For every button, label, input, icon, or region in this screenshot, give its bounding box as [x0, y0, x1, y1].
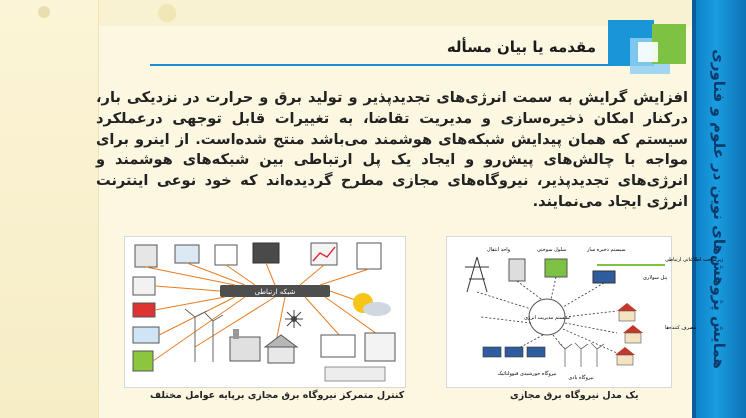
- monitor-icon: [175, 245, 199, 263]
- tablet-icon: [253, 243, 279, 263]
- conference-title: همایش پژوهش‌های نوین در علوم و فناوری: [710, 49, 728, 369]
- banner-stripe: [692, 0, 696, 418]
- figure-centralized-control: [124, 236, 406, 388]
- factory-icon: [135, 245, 157, 267]
- ems-label: سیستم مدیریت انرژی: [524, 315, 570, 321]
- side-banner: [692, 0, 746, 418]
- server-icon: [365, 333, 395, 361]
- houses-icon: [615, 303, 643, 365]
- plant-icon: [133, 277, 155, 295]
- label-consumers: مصرف کننده‌ها: [665, 325, 697, 331]
- tree-icon: [133, 351, 153, 371]
- top-bar: [0, 0, 692, 26]
- battery-icon: [133, 303, 155, 317]
- figure-vpp-model: [446, 236, 724, 388]
- decorative-dot: [38, 6, 50, 18]
- vpp-model-diagram: [447, 237, 724, 387]
- slide-title: مقدمه یا بیان مسأله: [446, 38, 596, 56]
- pv-farm-icon: [483, 347, 545, 357]
- wind-turbines: [185, 309, 223, 362]
- slide-paragraph: افزایش گرایش به سمت انرژی‌های تجدیدپذیر و تولید برق و حرارت در نزدیکی بار، درکنار امکان ذخیره‌سازی و مدیریت تقاضا، به تغییرات قابل توجهی درعملکرد سیستم که همان پیدایش شبکه‌های هوشمند می‌باشد منتج شده‌است. از اینرو برای مواجه با چالش‌های پیش‌رو و ایجاد یک پل ارتباطی بین شبکه‌های هوشمند و انرژی‌های تجدیدپذیر، نیروگاه‌های مجازی مطرح گردیده‌اند که خود نوعی اینترنت انرژی ایجاد می‌نمایند.: [96, 89, 688, 210]
- chart-icon: [311, 243, 337, 265]
- label-storage: سیستم ذخیره ساز: [587, 247, 626, 253]
- white-square: [638, 42, 658, 62]
- cloud-icon: [363, 302, 391, 316]
- title-underline: [150, 64, 610, 66]
- label-fuel-cell: سلول سوختی: [537, 247, 567, 253]
- centralized-control-diagram: [125, 237, 405, 387]
- label-solar-panel: پنل سولاری: [643, 275, 668, 281]
- document-icon: [215, 245, 237, 265]
- wind-farm-icon: [559, 343, 604, 367]
- left-decorative-strip: [0, 0, 99, 418]
- report-icon: [357, 243, 381, 269]
- station-icon: [133, 327, 159, 343]
- control-panel-icon: [321, 335, 355, 357]
- caption-left: کنترل متمرکز نیروگاه برق مجازی برپایه عوامل مختلف: [150, 390, 405, 401]
- label-transmission: واحد انتقال: [487, 247, 511, 253]
- house-icon: [265, 335, 297, 347]
- solar-panel-icon: [593, 271, 615, 283]
- title-squares-decoration: [608, 20, 688, 80]
- storage-icon: [545, 259, 567, 277]
- pylon-icon: [465, 257, 489, 292]
- operators-icon: [325, 367, 385, 381]
- decorative-dot: [158, 4, 176, 22]
- building-icon: [230, 337, 260, 361]
- fuel-cell-icon: [509, 259, 525, 281]
- bus-label: شبکه ارتباطی: [254, 288, 296, 296]
- caption-right: یک مدل نیروگاه برق مجازی: [510, 390, 639, 401]
- label-wind-plant: نیروگاه بادی: [568, 375, 594, 381]
- label-ict: زیرساخت اطلاعاتی ارتباطی: [665, 257, 724, 263]
- label-pv-plant: نیروگاه خورشیدی فتوولتائیک: [497, 371, 557, 377]
